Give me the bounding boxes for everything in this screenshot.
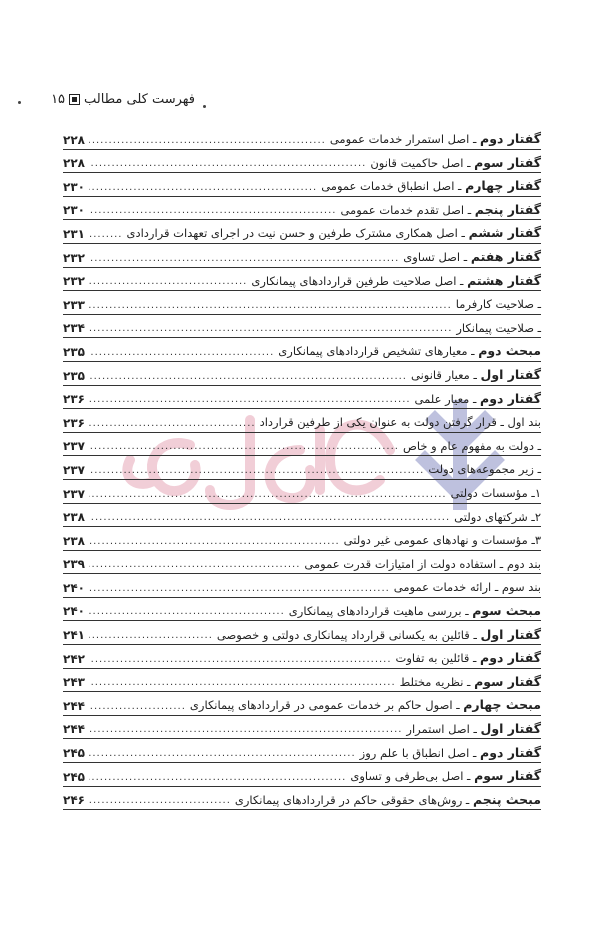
toc-entry-text: ـ اصل انطباق خدمات عمومی — [321, 179, 466, 194]
dot-leader — [89, 773, 346, 783]
toc-entry-title — [454, 509, 541, 524]
toc-entry-title — [428, 464, 541, 476]
toc-entry — [63, 150, 541, 174]
toc-entry-text: ـ اصل تقدم خدمات عمومی — [340, 202, 475, 217]
toc-entry-keyword: گفتار دوم — [480, 131, 541, 147]
toc-entry-keyword: گفتار چهارم — [465, 178, 541, 194]
toc-entry-title — [406, 720, 541, 736]
toc-entry — [63, 527, 541, 551]
dot-leader — [89, 537, 340, 547]
toc-entry-keyword: مبحث سوم — [472, 602, 541, 618]
toc-entry-text: ـ بررسی ماهیت قراردادهای پیمانکاری — [288, 603, 473, 618]
table-of-contents — [63, 126, 541, 810]
toc-entry-title — [350, 770, 541, 783]
dot-leader — [89, 277, 247, 287]
toc-entry-page: ۲۳۱ — [63, 226, 85, 241]
toc-entry-keyword: مبحث پنجم — [472, 791, 541, 807]
toc-entry-text: ۳ـ مؤسسات و نهادهای عمومی غیر دولتی — [343, 533, 541, 548]
toc-entry-text: ـ قائلین به یکسانی قرارداد پیمانکاری دولتی و خصوصی — [216, 627, 481, 642]
toc-entry-title — [456, 299, 541, 311]
dot-leader — [89, 159, 366, 169]
toc-entry-page: ۲۴۰ — [63, 580, 85, 595]
toc-entry-text: ـ دولت به مفهوم عام و خاص — [402, 438, 541, 453]
toc-entry-keyword: گفتار دوم — [480, 650, 541, 666]
toc-entry — [63, 173, 541, 197]
toc-entry-text: ـ قائلین به تفاوت — [395, 651, 481, 666]
toc-entry-title — [260, 417, 541, 429]
toc-entry — [63, 598, 541, 622]
dot-leader — [89, 796, 231, 806]
toc-entry — [63, 409, 541, 433]
toc-entry-title — [251, 272, 541, 288]
header-title: فهرست کلی مطالب — [84, 92, 195, 107]
toc-entry-title — [370, 154, 541, 170]
toc-entry — [63, 480, 541, 504]
dot-leader — [89, 183, 317, 193]
dot-leader — [89, 631, 213, 641]
toc-entry-text: ـ اصل استمرار — [406, 721, 481, 736]
toc-entry-page: ۲۳۵ — [63, 368, 85, 383]
toc-entry-page: ۲۳۷ — [63, 439, 85, 454]
toc-entry-keyword: گفتار سوم — [474, 768, 541, 784]
toc-entry-keyword: گفتار ششم — [468, 225, 541, 241]
toc-entry-title — [402, 438, 541, 453]
toc-entry — [63, 433, 541, 457]
toc-entry-keyword: گفتار اول — [480, 626, 541, 642]
toc-entry — [63, 338, 541, 362]
toc-entry-page: ۲۳۶ — [63, 392, 85, 407]
toc-entry-title — [359, 744, 541, 760]
toc-entry-page: ۲۴۵ — [63, 746, 85, 761]
toc-entry-page: ۲۳۰ — [63, 203, 85, 218]
toc-entry-text: ـ اصل انطباق با علم روز — [359, 745, 481, 760]
toc-entry-page: ۲۳۷ — [63, 486, 85, 501]
toc-entry — [63, 220, 541, 244]
toc-entry-text: بند دوم ـ استفاده دولت از امتیازات قدرت عمومی — [304, 556, 541, 571]
toc-entry-title — [456, 320, 541, 335]
toc-entry-page: ۲۳۴ — [63, 321, 85, 336]
toc-entry-page: ۲۲۸ — [63, 156, 85, 171]
dot-leader — [89, 324, 452, 334]
toc-entry-text: ـ اصول حاکم بر خدمات عمومی در قراردادهای پیمانکاری — [189, 698, 464, 713]
dot-leader — [89, 655, 392, 665]
toc-entry — [63, 244, 541, 268]
toc-entry-text: بند سوم ـ ارائه خدمات عمومی — [393, 580, 541, 595]
toc-entry-page: ۲۳۹ — [63, 557, 85, 572]
toc-entry-text: ـ زیر مجموعه‌های دولت — [428, 462, 541, 477]
toc-entry — [63, 315, 541, 339]
toc-entry — [63, 456, 541, 480]
toc-entry — [63, 291, 541, 315]
toc-entry-title — [414, 390, 541, 406]
toc-entry-text: ـ صلاحیت کارفرما — [455, 297, 541, 312]
toc-entry-keyword: گفتار اول — [480, 367, 541, 383]
toc-entry-title — [399, 673, 541, 689]
toc-entry-title — [288, 602, 541, 618]
toc-entry — [63, 692, 541, 716]
dot-leader — [89, 584, 390, 594]
toc-entry-text: ـ اصل تساوی — [403, 250, 471, 265]
dot-leader — [89, 254, 399, 264]
dot-leader — [89, 725, 402, 735]
toc-entry — [63, 645, 541, 669]
toc-entry-page: ۲۳۵ — [63, 344, 85, 359]
toc-entry — [63, 126, 541, 150]
toc-entry-page: ۲۴۴ — [63, 698, 85, 713]
toc-entry — [63, 763, 541, 787]
dot-leader — [89, 395, 411, 405]
toc-entry-text: ـ معیار قانونی — [410, 368, 481, 383]
toc-entry-text: ۲ـ شرکتهای دولتی — [454, 509, 541, 524]
dot-leader — [89, 560, 300, 570]
dot-leader — [89, 348, 274, 358]
toc-entry-page: ۲۳۶ — [63, 415, 85, 430]
dot-leader — [89, 442, 399, 452]
toc-entry — [63, 669, 541, 693]
toc-entry — [63, 621, 541, 645]
toc-entry-title — [411, 369, 541, 382]
toc-entry-page: ۲۴۱ — [63, 628, 85, 643]
toc-entry — [63, 551, 541, 575]
dot-leader — [89, 466, 424, 476]
toc-entry-title — [321, 180, 541, 193]
toc-entry-page: ۲۴۲ — [63, 651, 85, 666]
toc-entry-title — [451, 488, 541, 500]
toc-entry-page: ۲۳۸ — [63, 510, 85, 525]
toc-entry-text: ـ صلاحیت پیمانکار — [456, 320, 541, 335]
toc-entry-keyword: گفتار دوم — [480, 390, 541, 406]
dot-leader — [89, 490, 447, 500]
toc-entry-title — [396, 652, 541, 665]
toc-entry-text: ـ نظریه مختلط — [399, 674, 475, 689]
toc-entry-text: ـ اصل استمرار خدمات عمومی — [329, 132, 481, 147]
toc-entry — [63, 787, 541, 811]
toc-entry — [63, 197, 541, 221]
toc-entry-keyword: گفتار سوم — [474, 673, 541, 689]
dot-leader — [89, 206, 336, 216]
dot-leader — [89, 372, 407, 382]
toc-entry-keyword: گفتار هفتم — [470, 249, 541, 265]
dot-leader — [89, 749, 356, 759]
toc-entry — [63, 574, 541, 598]
toc-entry-page: ۲۳۰ — [63, 179, 85, 194]
toc-entry-page: ۲۴۶ — [63, 793, 85, 808]
running-header — [51, 92, 195, 107]
toc-entry-title — [344, 535, 541, 547]
toc-entry-text: بند اول ـ قرار گرفتن دولت به عنوان یکی از طرفین قرارداد — [259, 415, 541, 430]
dot-leader — [89, 607, 285, 617]
toc-entry-page: ۲۴۳ — [63, 675, 85, 690]
toc-entry-title — [340, 201, 541, 217]
toc-entry-text: ۱ـ مؤسسات دولتی — [450, 486, 541, 500]
toc-entry — [63, 386, 541, 410]
toc-entry-text: ـ اصل بی‌طرفی و تساوی — [350, 769, 475, 784]
toc-entry-page: ۲۴۰ — [63, 604, 85, 619]
toc-entry-keyword: گفتار دوم — [480, 744, 541, 760]
dot-leader — [89, 230, 123, 240]
toc-entry-title — [394, 582, 541, 594]
toc-entry-keyword: مبحث چهارم — [463, 697, 541, 713]
dot-leader — [89, 702, 186, 712]
toc-entry — [63, 504, 541, 528]
toc-entry-text: ـ معیار علمی — [414, 391, 481, 406]
toc-entry — [63, 268, 541, 292]
toc-entry-title — [278, 345, 541, 358]
toc-entry-keyword: گفتار پنجم — [474, 201, 541, 217]
toc-entry — [63, 362, 541, 386]
toc-entry-keyword: گفتار هشتم — [467, 272, 541, 288]
toc-entry-title — [403, 251, 541, 264]
toc-entry-title — [304, 556, 541, 571]
page-speck — [18, 101, 21, 104]
toc-entry-page: ۲۴۵ — [63, 769, 85, 784]
header-page-number: ۱۵ — [51, 92, 66, 107]
toc-entry-page: ۲۳۸ — [63, 533, 85, 548]
dot-leader — [89, 301, 452, 311]
toc-entry — [63, 739, 541, 763]
dot-leader — [89, 678, 396, 688]
dot-leader — [89, 136, 326, 146]
toc-entry-title — [330, 133, 541, 146]
toc-entry-page: ۲۳۲ — [63, 250, 85, 265]
toc-entry-keyword: مبحث دوم — [478, 343, 541, 359]
toc-entry-title — [190, 699, 541, 712]
square-bullet-icon — [69, 94, 80, 105]
toc-entry-keyword: گفتار اول — [480, 720, 541, 736]
toc-entry-title — [234, 791, 541, 807]
toc-entry-text: ـ اصل صلاحیت طرفین قراردادهای پیمانکاری — [251, 273, 468, 288]
toc-entry-title — [126, 227, 541, 240]
toc-entry — [63, 716, 541, 740]
toc-entry-text: ـ اصل همکاری مشترک طرفین و حسن نیت در اجرای تعهدات قراردادی — [126, 226, 469, 241]
toc-entry-title — [216, 626, 541, 642]
toc-entry-page: ۲۲۸ — [63, 132, 85, 147]
toc-entry-page: ۲۴۴ — [63, 722, 85, 737]
dot-leader — [89, 513, 450, 523]
toc-entry-text: ـ اصل حاکمیت قانون — [370, 155, 475, 170]
dot-leader — [89, 419, 256, 429]
toc-entry-page: ۲۳۷ — [63, 462, 85, 477]
toc-entry-text: ـ روش‌های حقوقی حاکم در قراردادهای پیمانکاری — [234, 792, 473, 807]
toc-entry-page: ۲۳۳ — [63, 297, 85, 312]
toc-entry-keyword: گفتار سوم — [474, 154, 541, 170]
page-speck — [203, 105, 206, 108]
toc-entry-page: ۲۳۲ — [63, 274, 85, 289]
toc-entry-text: ـ معیارهای تشخیص قراردادهای پیمانکاری — [278, 344, 479, 359]
